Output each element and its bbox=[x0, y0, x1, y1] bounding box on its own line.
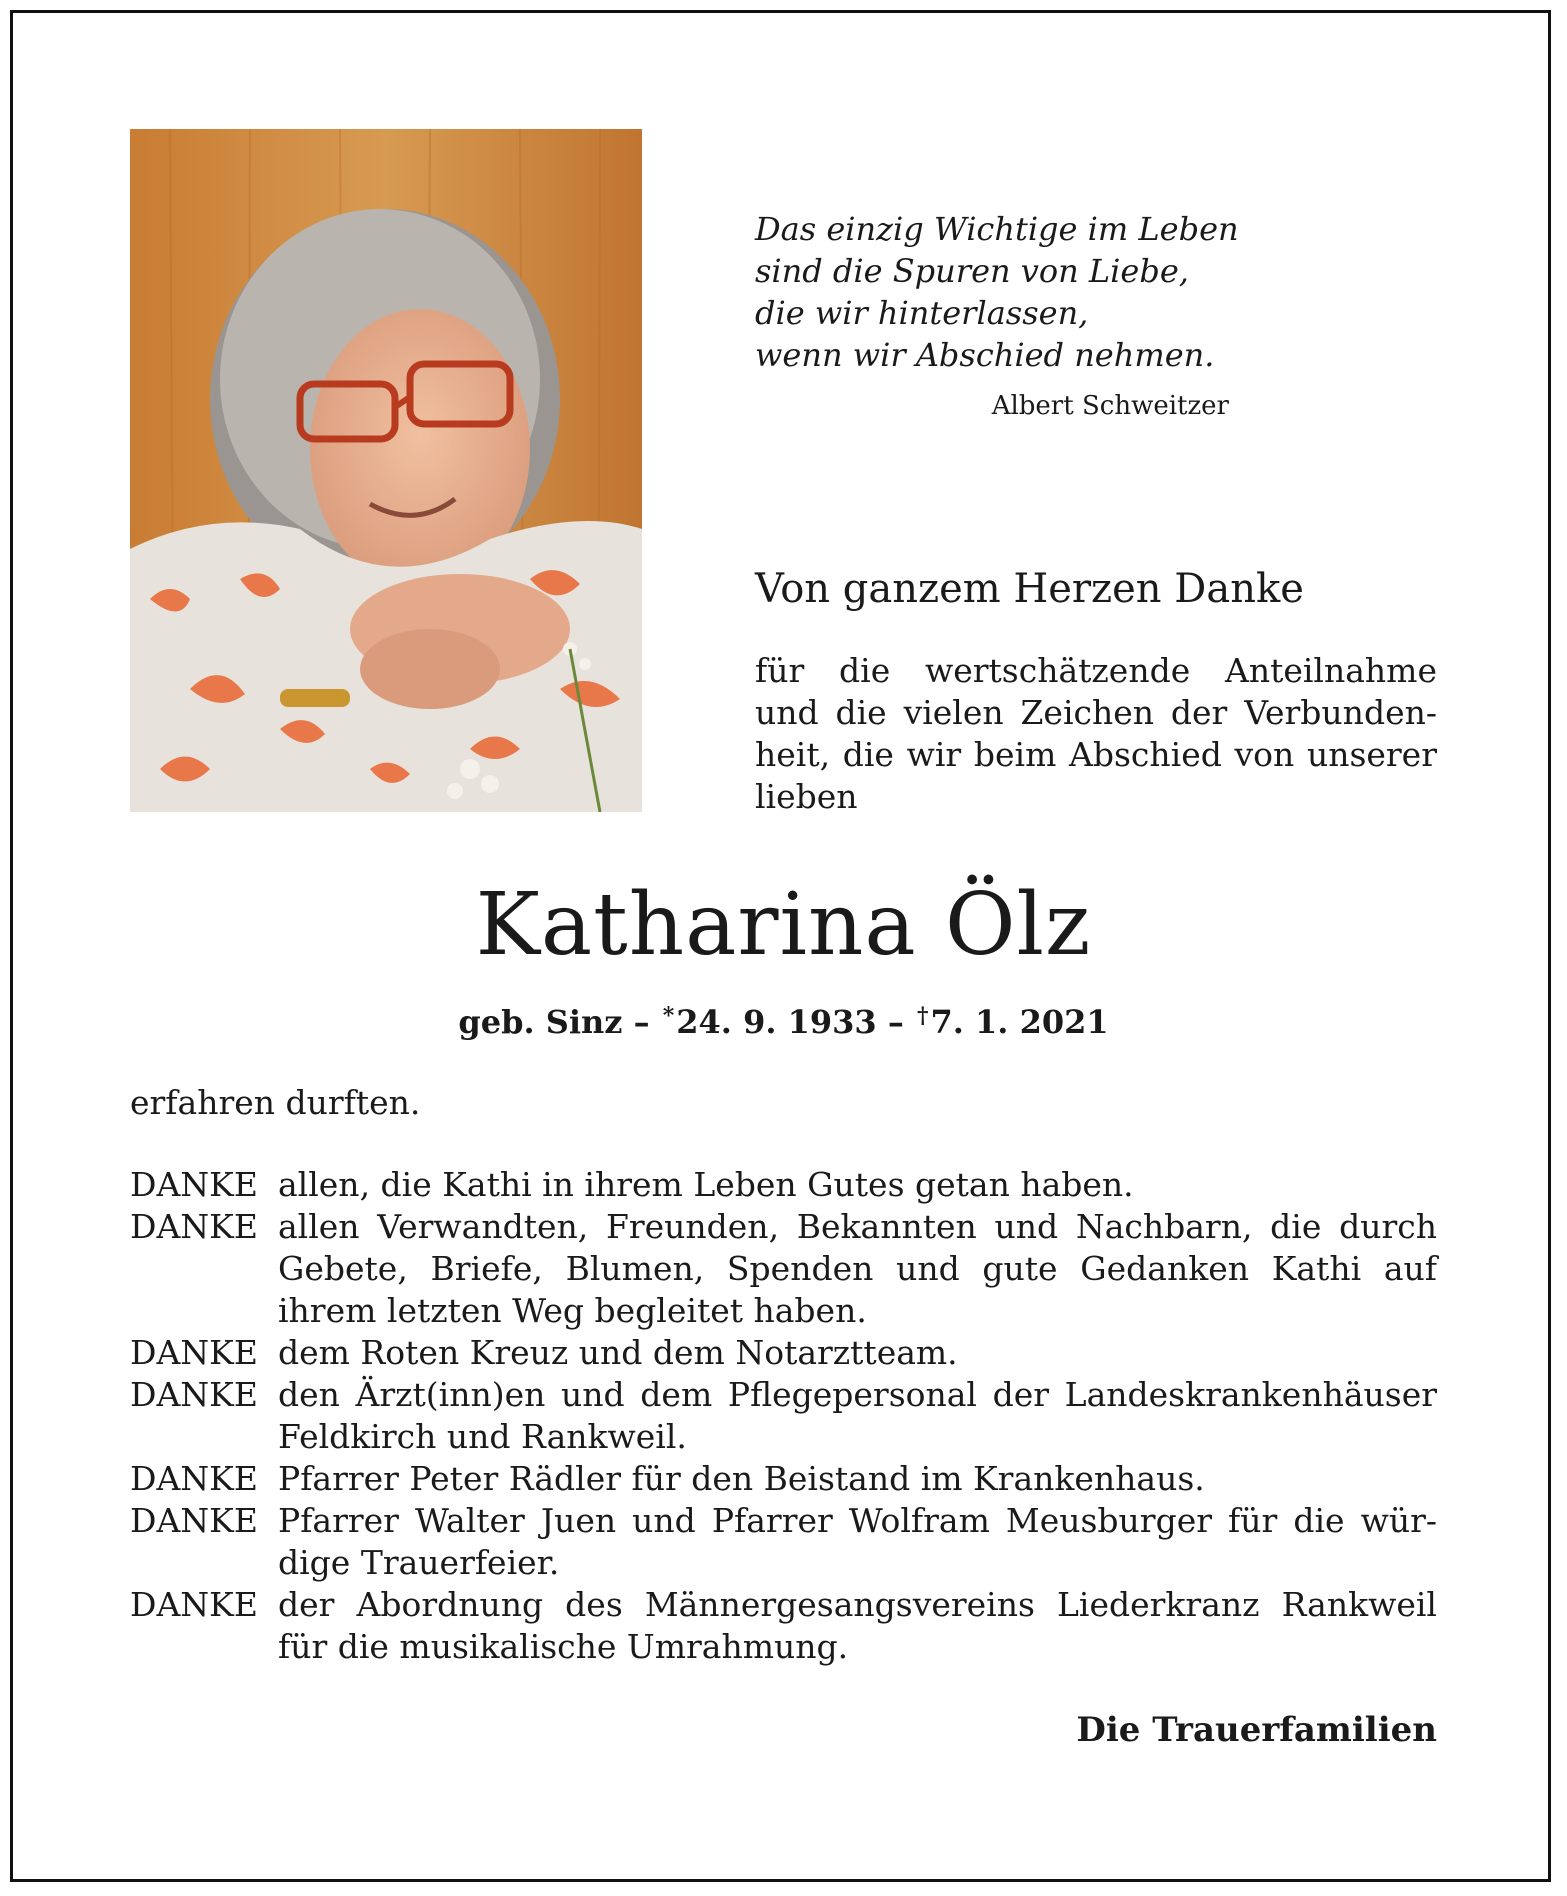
portrait-photo bbox=[130, 129, 642, 812]
danke-word: DANKE bbox=[130, 1459, 258, 1498]
danke-item bbox=[130, 1500, 1437, 1584]
danke-word: DANKE bbox=[130, 1501, 258, 1540]
danke-item bbox=[130, 1206, 1437, 1332]
thanks-paragraph bbox=[755, 650, 1437, 818]
danke-text-line: dige Trauerfeier. bbox=[278, 1543, 560, 1582]
danke-text bbox=[278, 1374, 1437, 1458]
danke-text-line: Gebete, Briefe, Blumen, Spenden und gute Gedanken Kathi auf bbox=[278, 1249, 1437, 1288]
quote-author: Albert Schweitzer bbox=[991, 391, 1229, 421]
danke-list bbox=[130, 1164, 1437, 1668]
danke-text bbox=[278, 1164, 1437, 1206]
deceased-name: Katharina Ölz bbox=[475, 875, 1092, 975]
danke-text bbox=[278, 1458, 1437, 1500]
danke-item bbox=[130, 1164, 1437, 1206]
thanks-line: lieben bbox=[755, 777, 858, 816]
birth-name: geb. Sinz bbox=[458, 1003, 623, 1041]
danke-text bbox=[278, 1332, 1437, 1374]
quote bbox=[755, 208, 1275, 376]
danke-text bbox=[278, 1500, 1437, 1584]
birth-date: 24. 9. 1933 bbox=[676, 1003, 877, 1041]
quote-line: die wir hinterlassen, bbox=[755, 294, 1089, 332]
danke-word: DANKE bbox=[130, 1585, 258, 1624]
birth-death-line bbox=[0, 995, 1567, 1043]
death-date: 7. 1. 2021 bbox=[930, 1003, 1109, 1041]
thanks-line: heit, die wir beim Abschied von unserer bbox=[755, 735, 1437, 774]
danke-word: DANKE bbox=[130, 1165, 258, 1204]
danke-word: DANKE bbox=[130, 1333, 258, 1372]
danke-text-line: ihrem letzten Weg begleitet haben. bbox=[278, 1291, 867, 1330]
separator: – bbox=[887, 1003, 915, 1041]
danke-item bbox=[130, 1458, 1437, 1500]
danke-word: DANKE bbox=[130, 1375, 258, 1414]
quote-line: Das einzig Wichtige im Leben bbox=[755, 210, 1239, 248]
separator: – bbox=[633, 1003, 661, 1041]
danke-item bbox=[130, 1584, 1437, 1668]
thanks-heading: Von ganzem Herzen Danke bbox=[755, 566, 1304, 612]
quote-line: wenn wir Abschied nehmen. bbox=[755, 336, 1215, 374]
death-symbol: † bbox=[916, 1003, 929, 1029]
continuation-text: erfahren durften. bbox=[130, 1083, 421, 1122]
danke-text bbox=[278, 1206, 1437, 1332]
danke-text-line: Feldkirch und Rankweil. bbox=[278, 1417, 687, 1456]
danke-word: DANKE bbox=[130, 1207, 258, 1246]
danke-text-line: der Abordnung des Männergesangsvereins Liederkranz Rankweil bbox=[278, 1585, 1437, 1624]
birth-symbol: * bbox=[662, 1003, 675, 1029]
danke-text-line: Pfarrer Peter Rädler für den Beistand im Krankenhaus. bbox=[278, 1459, 1205, 1498]
danke-text-line: für die musikalische Umrahmung. bbox=[278, 1627, 849, 1666]
danke-text-line: allen Verwandten, Freunden, Bekannten und Nachbarn, die durch bbox=[278, 1207, 1437, 1246]
danke-text-line: den Ärzt(inn)en und dem Pflegepersonal der Landeskrankenhäuser bbox=[278, 1375, 1437, 1414]
danke-text-line: allen, die Kathi in ihrem Leben Gutes getan haben. bbox=[278, 1165, 1134, 1204]
danke-item bbox=[130, 1332, 1437, 1374]
thanks-line: für die wertschätzende Anteilnahme bbox=[755, 651, 1437, 690]
danke-text-line: Pfarrer Walter Juen und Pfarrer Wolfram Meusburger für die wür- bbox=[278, 1501, 1437, 1540]
danke-item bbox=[130, 1374, 1437, 1458]
quote-line: sind die Spuren von Liebe, bbox=[755, 252, 1189, 290]
signature: Die Trauerfamilien bbox=[1076, 1710, 1437, 1750]
thanks-line: und die vielen Zeichen der Verbunden- bbox=[755, 693, 1437, 732]
danke-text-line: dem Roten Kreuz und dem Notarztteam. bbox=[278, 1333, 958, 1372]
danke-text bbox=[278, 1584, 1437, 1668]
